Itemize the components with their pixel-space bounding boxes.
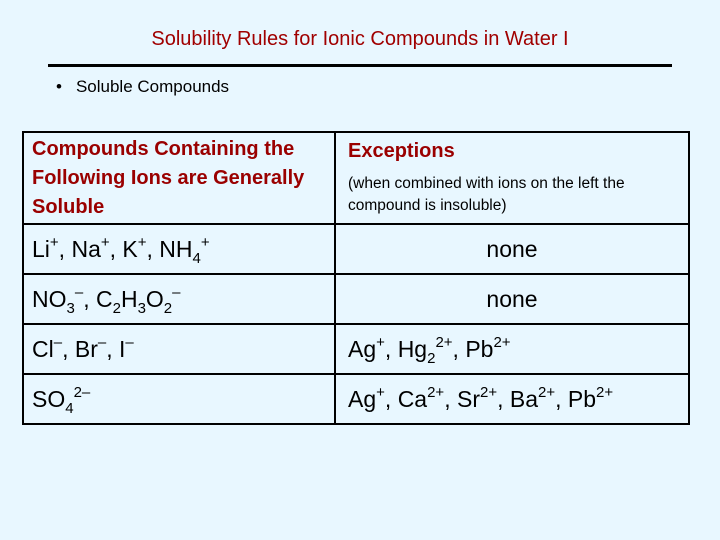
ions-cell: $NO_3^-$, $C_2H_3O_2^-$ (23, 274, 335, 324)
ion-so4: $SO_4^{2-}$ (32, 383, 91, 417)
ion-pb: $Pb^{2+}$ (465, 333, 511, 362)
title-divider (48, 64, 672, 67)
ion-sr: $Sr^{2+}$ (456, 383, 498, 412)
ion-no3: $NO_3^-$ (32, 283, 84, 317)
ion-i: I– (118, 333, 134, 362)
table-row (23, 224, 689, 274)
table-row (23, 374, 689, 424)
ions-cell: Li+, Na+, K+, $NH_4^+$ (23, 224, 335, 274)
ion-ba: $Ba^{2+}$ (509, 383, 556, 412)
ion-acetate: $C_2H_3O_2^-$ (95, 283, 181, 317)
slide-title: Solubility Rules for Ionic Compounds in Water I (151, 28, 569, 50)
bullet-text: Soluble Compounds (75, 77, 230, 96)
table-row (23, 324, 689, 374)
table-header-row (23, 132, 689, 224)
ion-cl: Cl– (32, 333, 63, 362)
exceptions-cell: Ag+, $Ca^{2+}$, $Sr^{2+}$, $Ba^{2+}$, $Pb^{2+}$ (335, 374, 689, 424)
ion-br: Br– (74, 333, 107, 362)
exceptions-cell: none (335, 224, 689, 274)
table-row (23, 274, 689, 324)
ions-cell (23, 374, 335, 424)
ion-hg2: $Hg_2^{2+}$ (397, 333, 453, 367)
ion-pb: $Pb^{2+}$ (567, 383, 614, 412)
ion-ag: Ag+ (348, 383, 385, 412)
exceptions-cell: none (335, 274, 689, 324)
ions-cell: Cl–, Br–, I– (23, 324, 335, 374)
bullet-item (56, 77, 229, 97)
exceptions-cell: Ag+, $Hg_2^{2+}$, $Pb^{2+}$ (335, 324, 689, 374)
ion-li: Li+ (32, 233, 59, 262)
ion-nh4: $NH_4^+$ (159, 233, 210, 267)
header-exceptions-cell (335, 132, 689, 224)
solubility-table (22, 131, 690, 425)
header-exceptions-title: Exceptions (348, 139, 455, 162)
header-ions-text: Compounds Containing the Following Ions are Generally Soluble (32, 137, 305, 218)
ion-na: Na+ (71, 233, 110, 262)
header-exceptions-note: (when combined with ions on the left the compound is insoluble) (348, 174, 625, 214)
ion-ca: $Ca^{2+}$ (397, 383, 445, 412)
header-ions-cell (23, 132, 335, 224)
ion-k: K+ (122, 233, 147, 262)
ion-ag: Ag+ (348, 333, 385, 362)
bullet-marker: • (56, 77, 62, 96)
